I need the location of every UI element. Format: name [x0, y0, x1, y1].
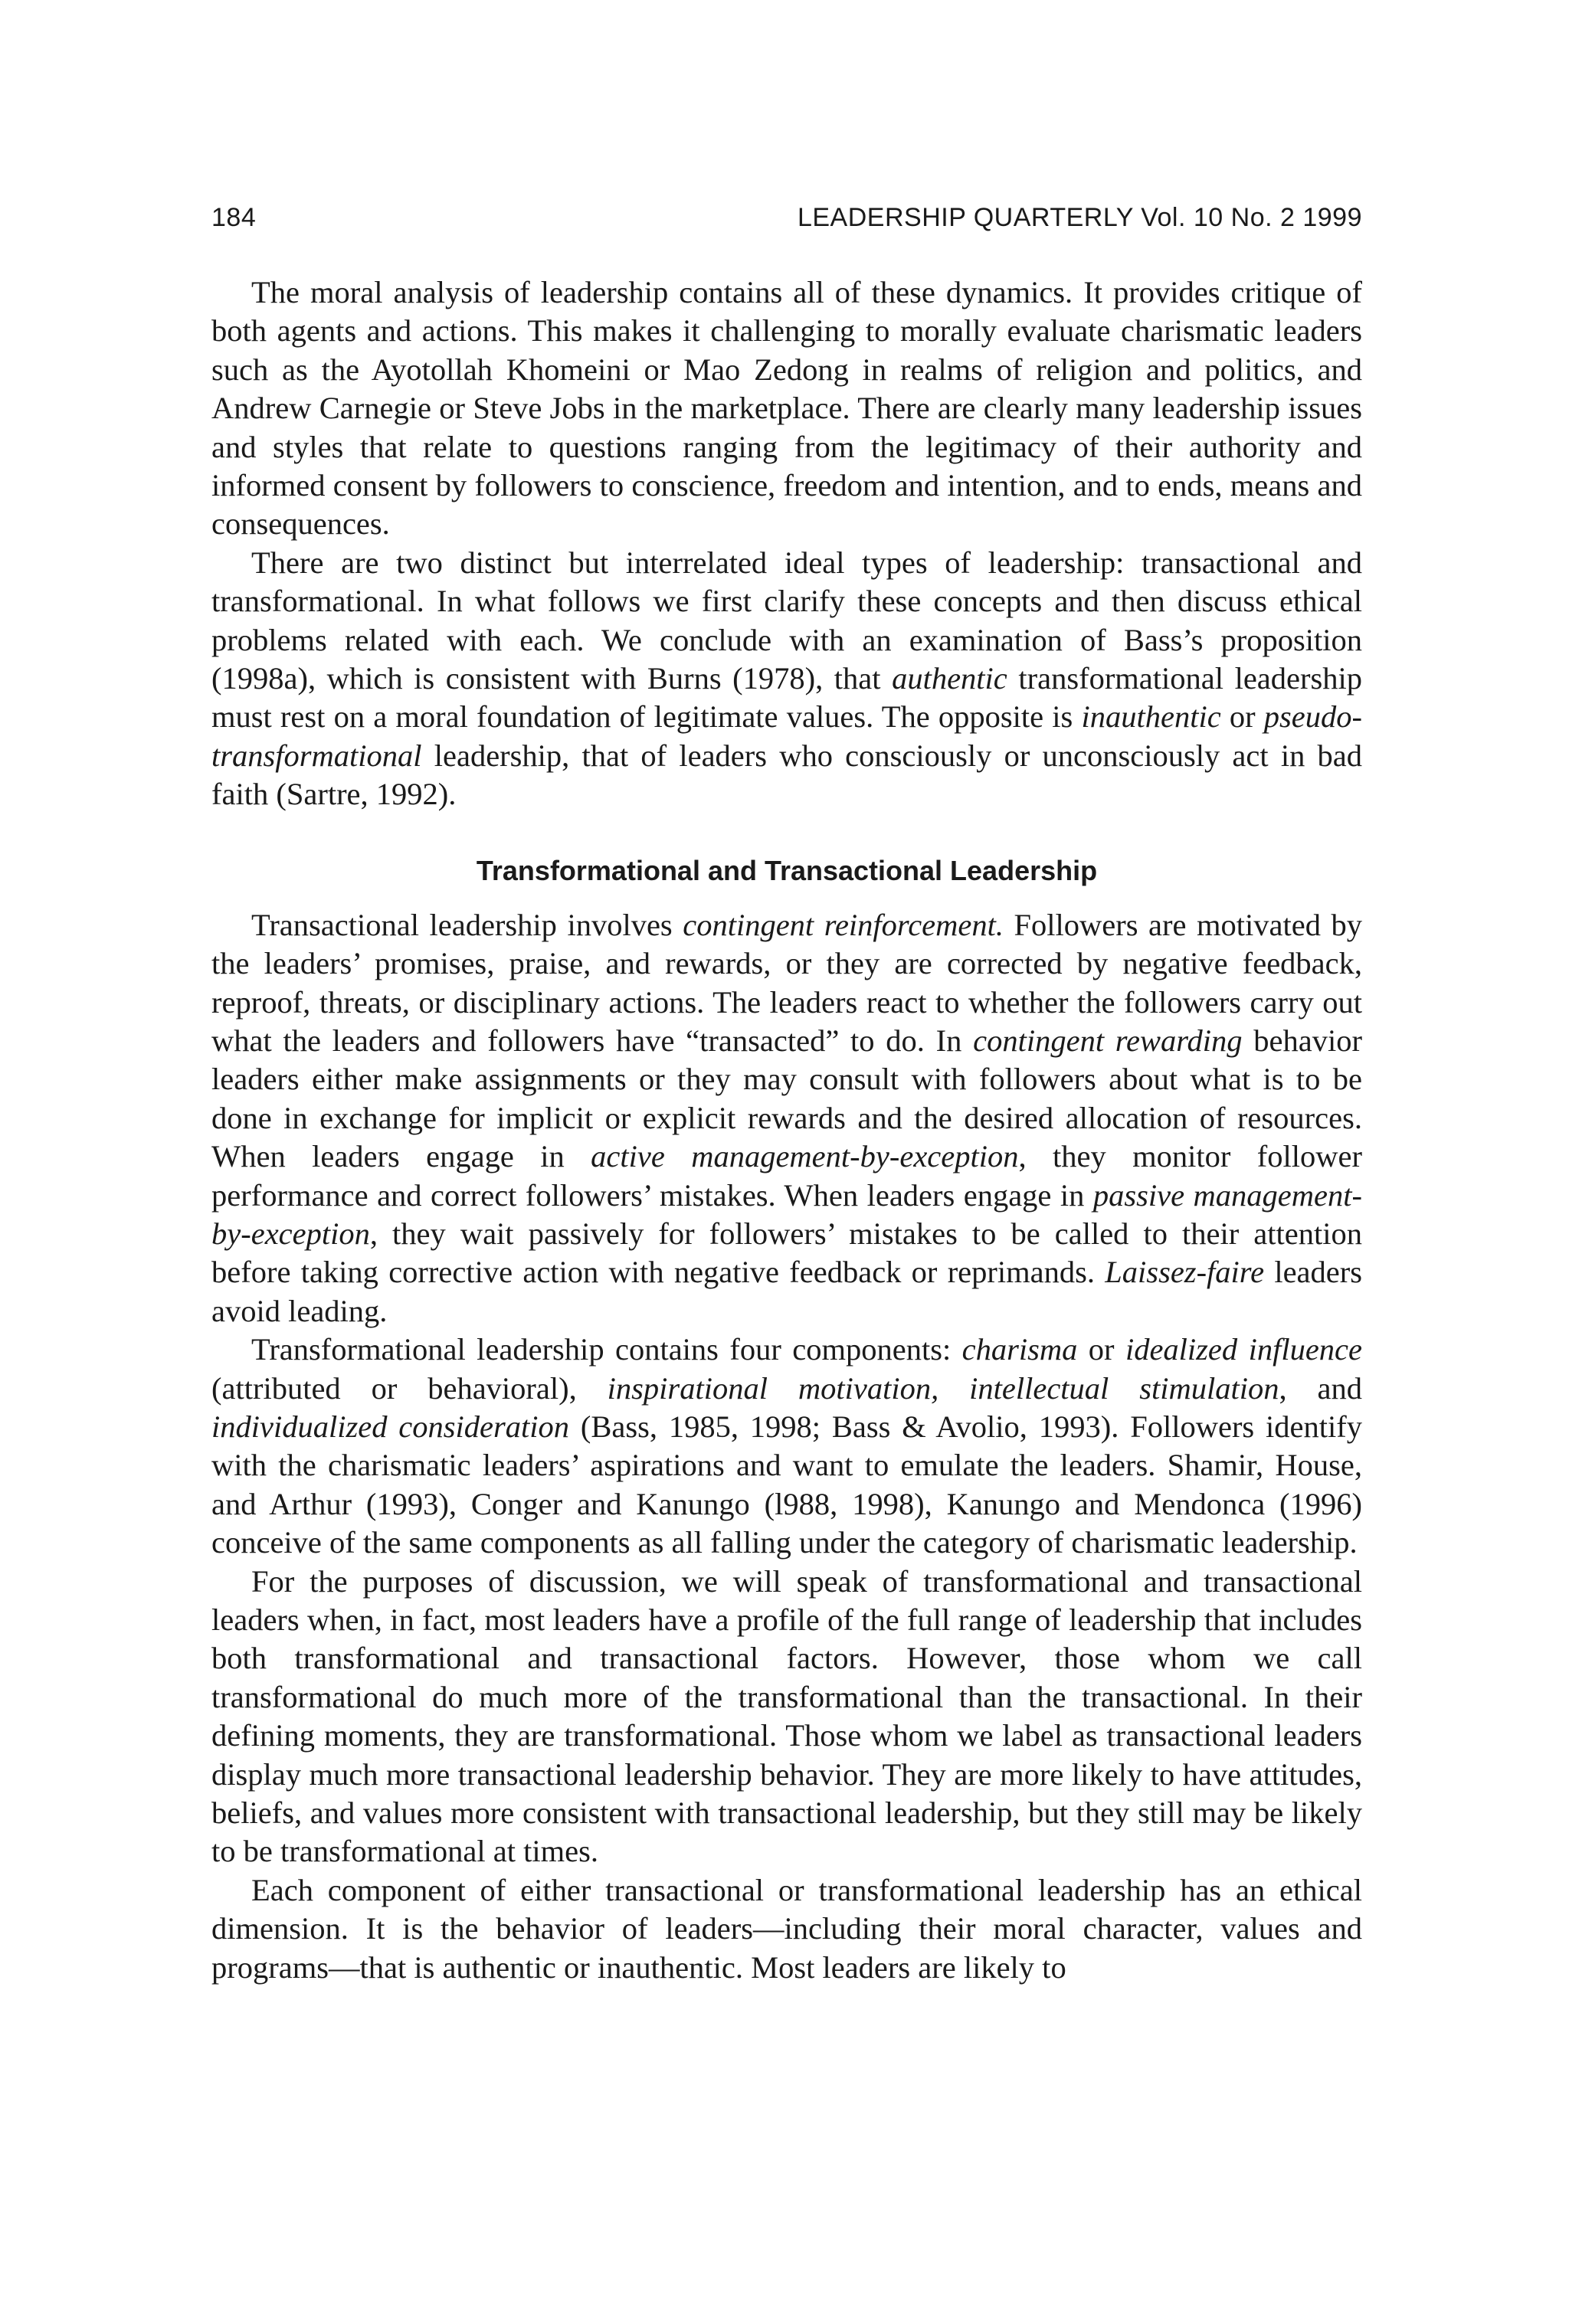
paragraph-4 [211, 1331, 1362, 1562]
italic-term: active management-by-exception [591, 1139, 1019, 1174]
paragraph-6 [211, 1871, 1362, 1987]
text-run: behavior leaders either make assignments or they may consult with followers about what is to be done in exchange for implicit or explicit rewards and the desired allocation of resources. When leaders engage in [211, 1023, 1362, 1174]
text-run: Followers are motivated by the leaders’ promises, praise, and rewards, or they are corrected by negative feedback, reproof, threats, or disciplinary actions. The leaders react to whether the followers carry out what the leaders and followers have “transacted” to do. In [211, 907, 1362, 1058]
text-run: , they wait passively for followers’ mistakes to be called to their attention before taking corrective action with negative feedback or reprimands. [211, 1216, 1362, 1290]
section-heading: Transformational and Transactional Leadership [476, 854, 1098, 886]
paragraph-2 [211, 544, 1362, 814]
text-run: or [1077, 1332, 1125, 1367]
text-run: The moral analysis of leadership contains all of these dynamics. It provides critique of both agents and actions. This makes it challenging to morally evaluate charismatic leaders such as the Ayotollah Khomeini or Mao Zedong in realms of religion and politics, and Andrew Carnegie or Steve Jobs in the marketplace. There are clearly many leadership issues and styles that relate to questions ranging from the legitimacy of their authority and informed consent by followers to conscience, freedom and intention, and to ends, means and consequences. [211, 275, 1362, 542]
italic-term: individualized consideration [211, 1409, 570, 1444]
running-head [211, 201, 1362, 234]
italic-term: contingent reinforcement. [683, 907, 1004, 942]
text-run: leadership, that of leaders who consciously or unconsciously act in bad faith (Sartre, 1992). [211, 738, 1362, 812]
text-run: For the purposes of discussion, we will speak of transformational and transactional leaders when, in fact, most leaders have a profile of the full range of leadership that includes both transformational and transactional factors. However, those whom we call transformational do much more of the transformational than the transactional. In their defining moments, they are transformational. Those whom we label as transactional leaders display much more transactional leadership behavior. They are more likely to have attitudes, beliefs, and values more consistent with transactional leadership, but they still may be likely to be transformational at times. [211, 1563, 1362, 1869]
text-run: or [1220, 699, 1264, 735]
text-run: leaders avoid leading. [211, 1255, 1362, 1328]
journal-citation: LEADERSHIP QUARTERLY Vol. 10 No. 2 1999 [797, 203, 1362, 232]
text-run: Transactional leadership involves [251, 907, 683, 942]
paragraph-5 [211, 1563, 1362, 1871]
italic-term: charisma [961, 1332, 1078, 1367]
text-run: There are two distinct but interrelated ideal types of leadership: transactional and transformational. In what follows we first clarify these concepts and then discuss ethical problems related with each. We conclude with an examination of Bass’s proposition (1998a), which is consistent with Burns (1978), that [211, 545, 1362, 696]
italic-term: Laissez-faire [1105, 1255, 1265, 1290]
text-run: Each component of either transactional or transformational leadership has an ethical dimension. It is the behavior of leaders—including their moral character, values and programs—that is authentic or inauthentic. Most leaders are likely to [211, 1872, 1362, 1985]
text-run: transformational leadership must rest on a moral foundation of legitimate values. The opposite is [211, 661, 1362, 735]
article-body [211, 273, 1362, 1987]
italic-term: inspirational motivation, intellectual stimulation [607, 1370, 1279, 1406]
italic-term: passive management-by-exception [211, 1177, 1362, 1251]
page-number: 184 [211, 203, 257, 232]
italic-term: authentic [892, 661, 1007, 696]
italic-term: inauthentic [1081, 699, 1221, 735]
text-run: , and [1279, 1370, 1363, 1406]
paragraph-1 [211, 273, 1362, 544]
text-run: Transformational leadership contains four components: [251, 1332, 962, 1367]
italic-term: pseudo-transformational [211, 699, 1363, 773]
paragraph-3 [211, 906, 1362, 1331]
text-run: (Bass, 1985, 1998; Bass & Avolio, 1993). Followers identify with the charismatic leaders’ aspirations and want to emulate the leaders. Shamir, House, and Arthur (1993), Conger and Kanungo (l988, 1998), Kanungo and Mendonca (1996) conceive of the same components as all falling under the category of charismatic leadership. [211, 1409, 1362, 1560]
text-run: , they monitor follower performance and correct followers’ mistakes. When leaders engage in [211, 1139, 1362, 1213]
italic-term: idealized influence [1125, 1332, 1363, 1367]
italic-term: contingent rewarding [973, 1023, 1243, 1058]
text-run: (attributed or behavioral), [211, 1370, 608, 1406]
